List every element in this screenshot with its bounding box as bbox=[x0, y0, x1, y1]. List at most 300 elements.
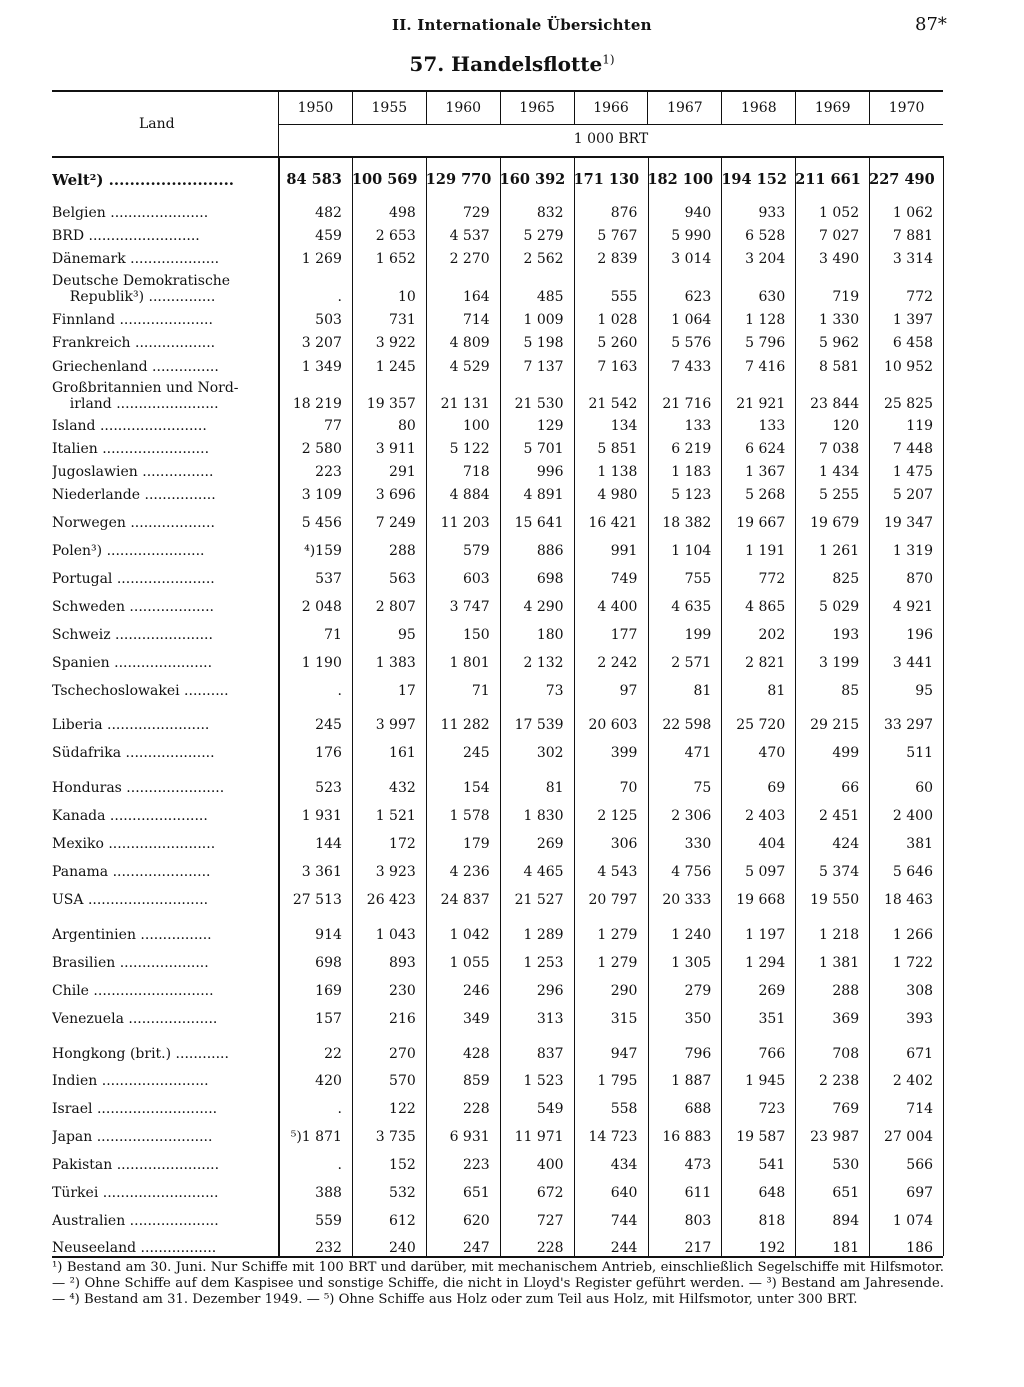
value-cell: 119 bbox=[906, 418, 934, 434]
value-cell: 181 bbox=[832, 1240, 860, 1256]
value-cell: 1 218 bbox=[819, 927, 860, 943]
value-cell: 171 130 bbox=[573, 171, 640, 188]
year-header: 1970 bbox=[869, 92, 943, 124]
value-cell: 228 bbox=[462, 1101, 490, 1117]
value-cell: 2 580 bbox=[301, 441, 342, 457]
value-cell: 3 204 bbox=[745, 251, 786, 267]
country-name bbox=[52, 1213, 264, 1229]
value-cell: 1 266 bbox=[892, 927, 934, 943]
value-cell: 482 bbox=[315, 205, 342, 221]
country-name-line: Liberia ....................... bbox=[52, 717, 210, 733]
value-cell: 1 475 bbox=[892, 464, 934, 480]
value-cell: 803 bbox=[684, 1213, 712, 1229]
year-header: 1950 bbox=[278, 92, 352, 124]
value-cell: 5 990 bbox=[671, 228, 712, 244]
value-cell: 69 bbox=[767, 780, 786, 796]
value-cell: 471 bbox=[684, 745, 712, 761]
value-cell: 3 199 bbox=[819, 655, 860, 671]
value-cell: 393 bbox=[906, 1011, 934, 1027]
value-cells bbox=[278, 464, 943, 480]
value-cell: 563 bbox=[389, 571, 416, 587]
value-cell: 2 821 bbox=[745, 655, 786, 671]
value-cell: 4 865 bbox=[745, 599, 786, 615]
country-name bbox=[52, 543, 264, 559]
value-cell: 1 523 bbox=[523, 1073, 564, 1089]
value-cell: 772 bbox=[906, 289, 934, 305]
table-row bbox=[52, 649, 943, 671]
value-cells bbox=[278, 418, 943, 434]
value-cell: 216 bbox=[389, 1011, 416, 1027]
value-cell: 1 294 bbox=[745, 955, 786, 971]
value-cell: 2 306 bbox=[671, 808, 712, 824]
value-cells bbox=[278, 599, 943, 615]
value-cell: 381 bbox=[906, 836, 934, 852]
value-cell: 718 bbox=[462, 464, 490, 480]
value-cell: 10 952 bbox=[884, 359, 934, 375]
value-cells bbox=[278, 1213, 943, 1229]
value-cell: 19 667 bbox=[736, 515, 786, 531]
country-name-line: Australien .................... bbox=[52, 1213, 219, 1229]
value-cell: 1 183 bbox=[671, 464, 712, 480]
value-cell: 5 374 bbox=[819, 864, 860, 880]
value-cell: 164 bbox=[462, 289, 490, 305]
value-cell: 1 887 bbox=[671, 1073, 712, 1089]
value-cell: 150 bbox=[462, 627, 490, 643]
value-cell: 886 bbox=[536, 543, 564, 559]
value-cell: 302 bbox=[536, 745, 564, 761]
value-cell: 755 bbox=[684, 571, 712, 587]
value-cell: 579 bbox=[462, 543, 490, 559]
value-cell: 1 028 bbox=[597, 312, 638, 328]
value-cell: 2 132 bbox=[523, 655, 564, 671]
value-cell: 1 434 bbox=[819, 464, 860, 480]
country-name bbox=[52, 1240, 264, 1256]
value-cell: 245 bbox=[315, 717, 342, 733]
value-cell: 7 433 bbox=[671, 359, 712, 375]
value-cell: 247 bbox=[462, 1240, 490, 1256]
value-cell: 796 bbox=[684, 1046, 712, 1062]
value-cell: 17 539 bbox=[514, 717, 564, 733]
value-cell: 180 bbox=[536, 627, 564, 643]
value-cell: 651 bbox=[832, 1185, 860, 1201]
value-cell: 5 029 bbox=[819, 599, 860, 615]
value-cell: 3 441 bbox=[892, 655, 934, 671]
value-cell: 1 945 bbox=[745, 1073, 786, 1089]
value-cell: 161 bbox=[389, 745, 416, 761]
country-name-line: Honduras ...................... bbox=[52, 780, 225, 796]
value-cell: 5 268 bbox=[745, 487, 786, 503]
value-cell: ⁴)159 bbox=[304, 543, 342, 559]
value-cell: 400 bbox=[536, 1157, 564, 1173]
value-cell: 19 587 bbox=[736, 1129, 786, 1145]
value-cell: 2 653 bbox=[375, 228, 416, 244]
value-cell: 555 bbox=[610, 289, 638, 305]
country-name-line: Finnland ..................... bbox=[52, 312, 213, 328]
value-cells bbox=[278, 780, 943, 796]
footnotes bbox=[52, 1260, 944, 1308]
value-cell: 14 723 bbox=[588, 1129, 638, 1145]
value-cell: 33 297 bbox=[884, 717, 934, 733]
value-cell: 4 921 bbox=[892, 599, 934, 615]
value-cell: 228 bbox=[536, 1240, 564, 1256]
value-cell: 3 490 bbox=[819, 251, 860, 267]
value-cell: 1 521 bbox=[375, 808, 416, 824]
value-cell: 144 bbox=[315, 836, 342, 852]
value-cell: 24 837 bbox=[440, 892, 490, 908]
value-cell: 1 245 bbox=[375, 359, 416, 375]
value-cell: 698 bbox=[536, 571, 564, 587]
value-cells bbox=[278, 955, 943, 971]
value-cell: 10 bbox=[397, 289, 416, 305]
value-cell: 399 bbox=[610, 745, 638, 761]
value-cell: 671 bbox=[906, 1046, 934, 1062]
value-cell: 7 027 bbox=[819, 228, 860, 244]
value-cells bbox=[278, 627, 943, 643]
value-cell: 570 bbox=[389, 1073, 416, 1089]
value-cell: 2 048 bbox=[301, 599, 342, 615]
value-cell: 558 bbox=[610, 1101, 638, 1117]
country-name-line: Argentinien ................ bbox=[52, 927, 212, 943]
value-cell: 1 279 bbox=[597, 927, 638, 943]
value-cell: 714 bbox=[906, 1101, 934, 1117]
table-row bbox=[52, 774, 943, 796]
table-row bbox=[52, 412, 943, 434]
value-cell: 21 542 bbox=[588, 396, 638, 412]
value-cell: 7 416 bbox=[745, 359, 786, 375]
value-cell: 714 bbox=[462, 312, 490, 328]
value-cell: 95 bbox=[915, 683, 934, 699]
value-cell: 772 bbox=[758, 571, 786, 587]
value-cell: 84 583 bbox=[286, 171, 342, 188]
value-cell: 75 bbox=[693, 780, 712, 796]
table-row bbox=[52, 565, 943, 587]
value-cell: 73 bbox=[545, 683, 564, 699]
value-cell: 1 578 bbox=[449, 808, 490, 824]
value-cell: 129 bbox=[536, 418, 564, 434]
value-cell: 22 bbox=[324, 1046, 342, 1062]
value-cell: 2 242 bbox=[597, 655, 638, 671]
table-row bbox=[52, 739, 943, 761]
value-cell: 85 bbox=[841, 683, 860, 699]
value-cell: 5 260 bbox=[597, 335, 638, 351]
table-row bbox=[52, 222, 943, 244]
value-cell: 186 bbox=[906, 1240, 934, 1256]
value-cell: 194 152 bbox=[721, 171, 787, 188]
value-cell: 4 465 bbox=[523, 864, 564, 880]
value-cell: 640 bbox=[610, 1185, 638, 1201]
country-name-line: Türkei .......................... bbox=[52, 1185, 219, 1201]
table-row bbox=[52, 481, 943, 503]
value-cell: 3 997 bbox=[375, 717, 416, 733]
table-row bbox=[52, 537, 943, 559]
value-cell: 349 bbox=[462, 1011, 490, 1027]
value-cell: 152 bbox=[389, 1157, 416, 1173]
value-cell: 530 bbox=[832, 1157, 860, 1173]
value-cells bbox=[278, 1240, 943, 1256]
value-cell: 6 624 bbox=[745, 441, 786, 457]
value-cell: 4 290 bbox=[523, 599, 564, 615]
value-cell: 623 bbox=[684, 289, 712, 305]
value-cell: 5 097 bbox=[745, 864, 786, 880]
value-cell: 157 bbox=[315, 1011, 342, 1027]
value-cell: 459 bbox=[315, 228, 342, 244]
country-name-line: Chile ........................... bbox=[52, 983, 214, 999]
country-name bbox=[52, 927, 264, 943]
country-name-line: Portugal ...................... bbox=[52, 571, 215, 587]
value-cell: 19 679 bbox=[810, 515, 860, 531]
value-cell: 223 bbox=[315, 464, 342, 480]
country-name bbox=[52, 808, 264, 824]
year-header: 1960 bbox=[426, 92, 500, 124]
value-cell: 17 bbox=[397, 683, 416, 699]
value-cell: 825 bbox=[832, 571, 860, 587]
value-cell: 20 603 bbox=[588, 717, 638, 733]
value-cell: 70 bbox=[619, 780, 638, 796]
value-cell: 2 571 bbox=[671, 655, 712, 671]
footnote-text: ¹) Bestand am 30. Juni. Nur Schiffe mit 100 BRT und darüber, mit mechanischem Antrieb, einschließlich Segelschiffe mit Hilfsmotor. — ²) Ohne Schiffe auf dem Kaspisee und sonstige Schiffe, die nicht in Lloyd's Register geführt werden. — ³) Bestand am Jahresende. — ⁴) Bestand am 31. Dezember 1949. — ⁵) Ohne Schiffe aus Holz oder zum Teil aus Holz, mit Hilfsmotor, unter 300 BRT. bbox=[52, 1260, 944, 1307]
value-cell: 3 014 bbox=[671, 251, 712, 267]
table-row bbox=[52, 1123, 943, 1145]
value-cell: . bbox=[337, 1157, 342, 1173]
table-row bbox=[52, 1234, 943, 1256]
value-cell: 428 bbox=[462, 1046, 490, 1062]
value-cell: 77 bbox=[324, 418, 342, 434]
value-cell: 688 bbox=[684, 1101, 712, 1117]
value-cell: 134 bbox=[610, 418, 638, 434]
value-cell: 1 009 bbox=[523, 312, 564, 328]
value-cell: 232 bbox=[315, 1240, 342, 1256]
value-cell: 369 bbox=[832, 1011, 860, 1027]
value-cell: 991 bbox=[610, 543, 638, 559]
year-header: 1955 bbox=[352, 92, 426, 124]
value-cell: 270 bbox=[389, 1046, 416, 1062]
value-cell: 859 bbox=[462, 1073, 490, 1089]
value-cell: 511 bbox=[906, 745, 934, 761]
value-cell: 940 bbox=[684, 205, 712, 221]
table-header bbox=[52, 90, 943, 158]
table-row bbox=[52, 435, 943, 457]
value-cell: 18 382 bbox=[662, 515, 712, 531]
value-cell: 5 456 bbox=[301, 515, 342, 531]
country-name-line: Japan .......................... bbox=[52, 1129, 213, 1145]
country-name-line: Griechenland ............... bbox=[52, 359, 219, 375]
value-cell: 1 397 bbox=[892, 312, 934, 328]
page-header bbox=[0, 10, 1024, 38]
value-cell: 6 458 bbox=[892, 335, 934, 351]
value-cell: 7 137 bbox=[523, 359, 564, 375]
value-cell: 485 bbox=[536, 289, 564, 305]
value-cell: 4 980 bbox=[597, 487, 638, 503]
value-cell: 290 bbox=[610, 983, 638, 999]
value-cell: 2 839 bbox=[597, 251, 638, 267]
value-cell: 71 bbox=[471, 683, 490, 699]
value-cell: 523 bbox=[315, 780, 342, 796]
country-name-line: Dänemark .................... bbox=[52, 251, 220, 267]
value-cells bbox=[278, 808, 943, 824]
value-cell: 7 163 bbox=[597, 359, 638, 375]
year-header: 1966 bbox=[574, 92, 648, 124]
value-cell: . bbox=[337, 289, 342, 305]
value-cell: 893 bbox=[389, 955, 416, 971]
country-name bbox=[52, 1046, 264, 1062]
value-cell: 122 bbox=[389, 1101, 416, 1117]
value-cell: 498 bbox=[389, 205, 416, 221]
value-cells bbox=[278, 205, 943, 221]
value-cell: 1 128 bbox=[745, 312, 786, 328]
value-cell: 306 bbox=[610, 836, 638, 852]
page-number: 87* bbox=[915, 14, 947, 35]
value-cell: 172 bbox=[389, 836, 416, 852]
value-cell: 470 bbox=[758, 745, 786, 761]
country-name bbox=[52, 683, 264, 699]
value-cell: 5 279 bbox=[523, 228, 564, 244]
value-cell: 698 bbox=[315, 955, 342, 971]
value-cell: 3 696 bbox=[375, 487, 416, 503]
value-cell: 1 279 bbox=[597, 955, 638, 971]
value-cell: 5 962 bbox=[819, 335, 860, 351]
value-cell: 66 bbox=[841, 780, 860, 796]
value-cell: 27 004 bbox=[884, 1129, 934, 1145]
value-cell: 672 bbox=[536, 1185, 564, 1201]
value-cell: 20 797 bbox=[588, 892, 638, 908]
country-name-line: Kanada ...................... bbox=[52, 808, 208, 824]
value-cell: 1 305 bbox=[671, 955, 712, 971]
value-cell: 80 bbox=[397, 418, 416, 434]
table-row bbox=[52, 245, 943, 267]
value-cell: 133 bbox=[684, 418, 712, 434]
value-cell: 1 330 bbox=[819, 312, 860, 328]
value-cell: 129 770 bbox=[425, 171, 492, 188]
value-cell: 21 527 bbox=[514, 892, 564, 908]
country-name-line: Deutsche Demokratische bbox=[52, 273, 231, 289]
value-cell: 1 801 bbox=[449, 655, 490, 671]
value-cell: 473 bbox=[684, 1157, 712, 1173]
value-cell: 15 641 bbox=[514, 515, 564, 531]
table-title-text: 57. Handelsflotte bbox=[409, 52, 603, 76]
table-row bbox=[52, 949, 943, 971]
unit-header: 1 000 BRT bbox=[278, 124, 943, 156]
value-cell: 723 bbox=[758, 1101, 786, 1117]
year-header: 1968 bbox=[721, 92, 795, 124]
value-cell: 21 530 bbox=[514, 396, 564, 412]
value-cells bbox=[278, 396, 943, 412]
value-cell: 5 796 bbox=[745, 335, 786, 351]
value-cell: 708 bbox=[832, 1046, 860, 1062]
country-name-line: BRD ......................... bbox=[52, 228, 200, 244]
value-cell: 308 bbox=[906, 983, 934, 999]
country-name-line: Welt²) ........................ bbox=[52, 172, 235, 188]
value-cell: 1 062 bbox=[892, 205, 934, 221]
table-row bbox=[52, 977, 943, 999]
value-cell: 1 064 bbox=[671, 312, 712, 328]
value-cell: 1 052 bbox=[819, 205, 860, 221]
value-cell: 100 bbox=[462, 418, 490, 434]
value-cell: 269 bbox=[758, 983, 786, 999]
value-cell: 193 bbox=[832, 627, 860, 643]
value-cell: 2 402 bbox=[892, 1073, 934, 1089]
value-cell: 1 931 bbox=[301, 808, 342, 824]
value-cell: 1 042 bbox=[449, 927, 490, 943]
value-cell: . bbox=[337, 683, 342, 699]
value-cell: 4 809 bbox=[449, 335, 490, 351]
value-cell: 4 400 bbox=[597, 599, 638, 615]
value-cell: 11 971 bbox=[514, 1129, 564, 1145]
value-cell: 11 282 bbox=[440, 717, 490, 733]
value-cell: 296 bbox=[536, 983, 564, 999]
value-cell: 25 825 bbox=[884, 396, 934, 412]
value-cell: 2 403 bbox=[745, 808, 786, 824]
table-row bbox=[52, 1207, 943, 1229]
country-name-line: Mexiko ........................ bbox=[52, 836, 216, 852]
value-cell: 315 bbox=[610, 1011, 638, 1027]
table-row bbox=[52, 1151, 943, 1173]
value-cells bbox=[278, 1046, 943, 1062]
year-header-row bbox=[278, 92, 943, 125]
value-cells bbox=[278, 864, 943, 880]
table-row bbox=[52, 1067, 943, 1089]
value-cell: 2 562 bbox=[523, 251, 564, 267]
table-row bbox=[52, 269, 943, 305]
table-row bbox=[52, 199, 943, 221]
table-title bbox=[0, 52, 1024, 76]
value-cell: 432 bbox=[389, 780, 416, 796]
value-cells bbox=[278, 836, 943, 852]
value-cell: 160 392 bbox=[499, 171, 566, 188]
value-cell: 3 911 bbox=[375, 441, 416, 457]
value-cells bbox=[278, 1101, 943, 1117]
country-name bbox=[52, 745, 264, 761]
value-cell: 71 bbox=[324, 627, 342, 643]
country-name bbox=[52, 273, 264, 305]
value-cell: 21 921 bbox=[736, 396, 786, 412]
value-cell: 651 bbox=[462, 1185, 490, 1201]
value-cell: 3 109 bbox=[301, 487, 342, 503]
value-cell: 288 bbox=[832, 983, 860, 999]
value-cell: 729 bbox=[462, 205, 490, 221]
country-name-line: Belgien ...................... bbox=[52, 205, 209, 221]
value-cells bbox=[278, 515, 943, 531]
country-name bbox=[52, 1185, 264, 1201]
value-cells bbox=[278, 571, 943, 587]
value-cell: 7 448 bbox=[892, 441, 934, 457]
value-cells bbox=[278, 717, 943, 733]
value-cell: 749 bbox=[610, 571, 638, 587]
value-cells bbox=[278, 289, 943, 305]
value-cell: 21 716 bbox=[662, 396, 712, 412]
value-cell: 424 bbox=[832, 836, 860, 852]
table-row bbox=[52, 593, 943, 615]
country-name bbox=[52, 335, 264, 351]
country-name-line: Brasilien .................... bbox=[52, 955, 209, 971]
value-cell: 5 646 bbox=[892, 864, 934, 880]
value-cell: 5 122 bbox=[449, 441, 490, 457]
value-cell: 1 190 bbox=[301, 655, 342, 671]
country-name-line: Schweiz ...................... bbox=[52, 627, 213, 643]
value-cell: 16 883 bbox=[662, 1129, 712, 1145]
value-cell: 3 361 bbox=[301, 864, 342, 880]
value-cell: 1 138 bbox=[597, 464, 638, 480]
country-name-line: Hongkong (brit.) ............ bbox=[52, 1046, 229, 1062]
value-cell: 21 131 bbox=[440, 396, 490, 412]
value-cell: 611 bbox=[684, 1185, 712, 1201]
country-name-line: Spanien ...................... bbox=[52, 655, 213, 671]
table-row bbox=[52, 802, 943, 824]
value-cell: 5 198 bbox=[523, 335, 564, 351]
value-cell: 29 215 bbox=[810, 717, 860, 733]
value-cell: 6 219 bbox=[671, 441, 712, 457]
country-name bbox=[52, 1157, 264, 1173]
country-name bbox=[52, 1011, 264, 1027]
